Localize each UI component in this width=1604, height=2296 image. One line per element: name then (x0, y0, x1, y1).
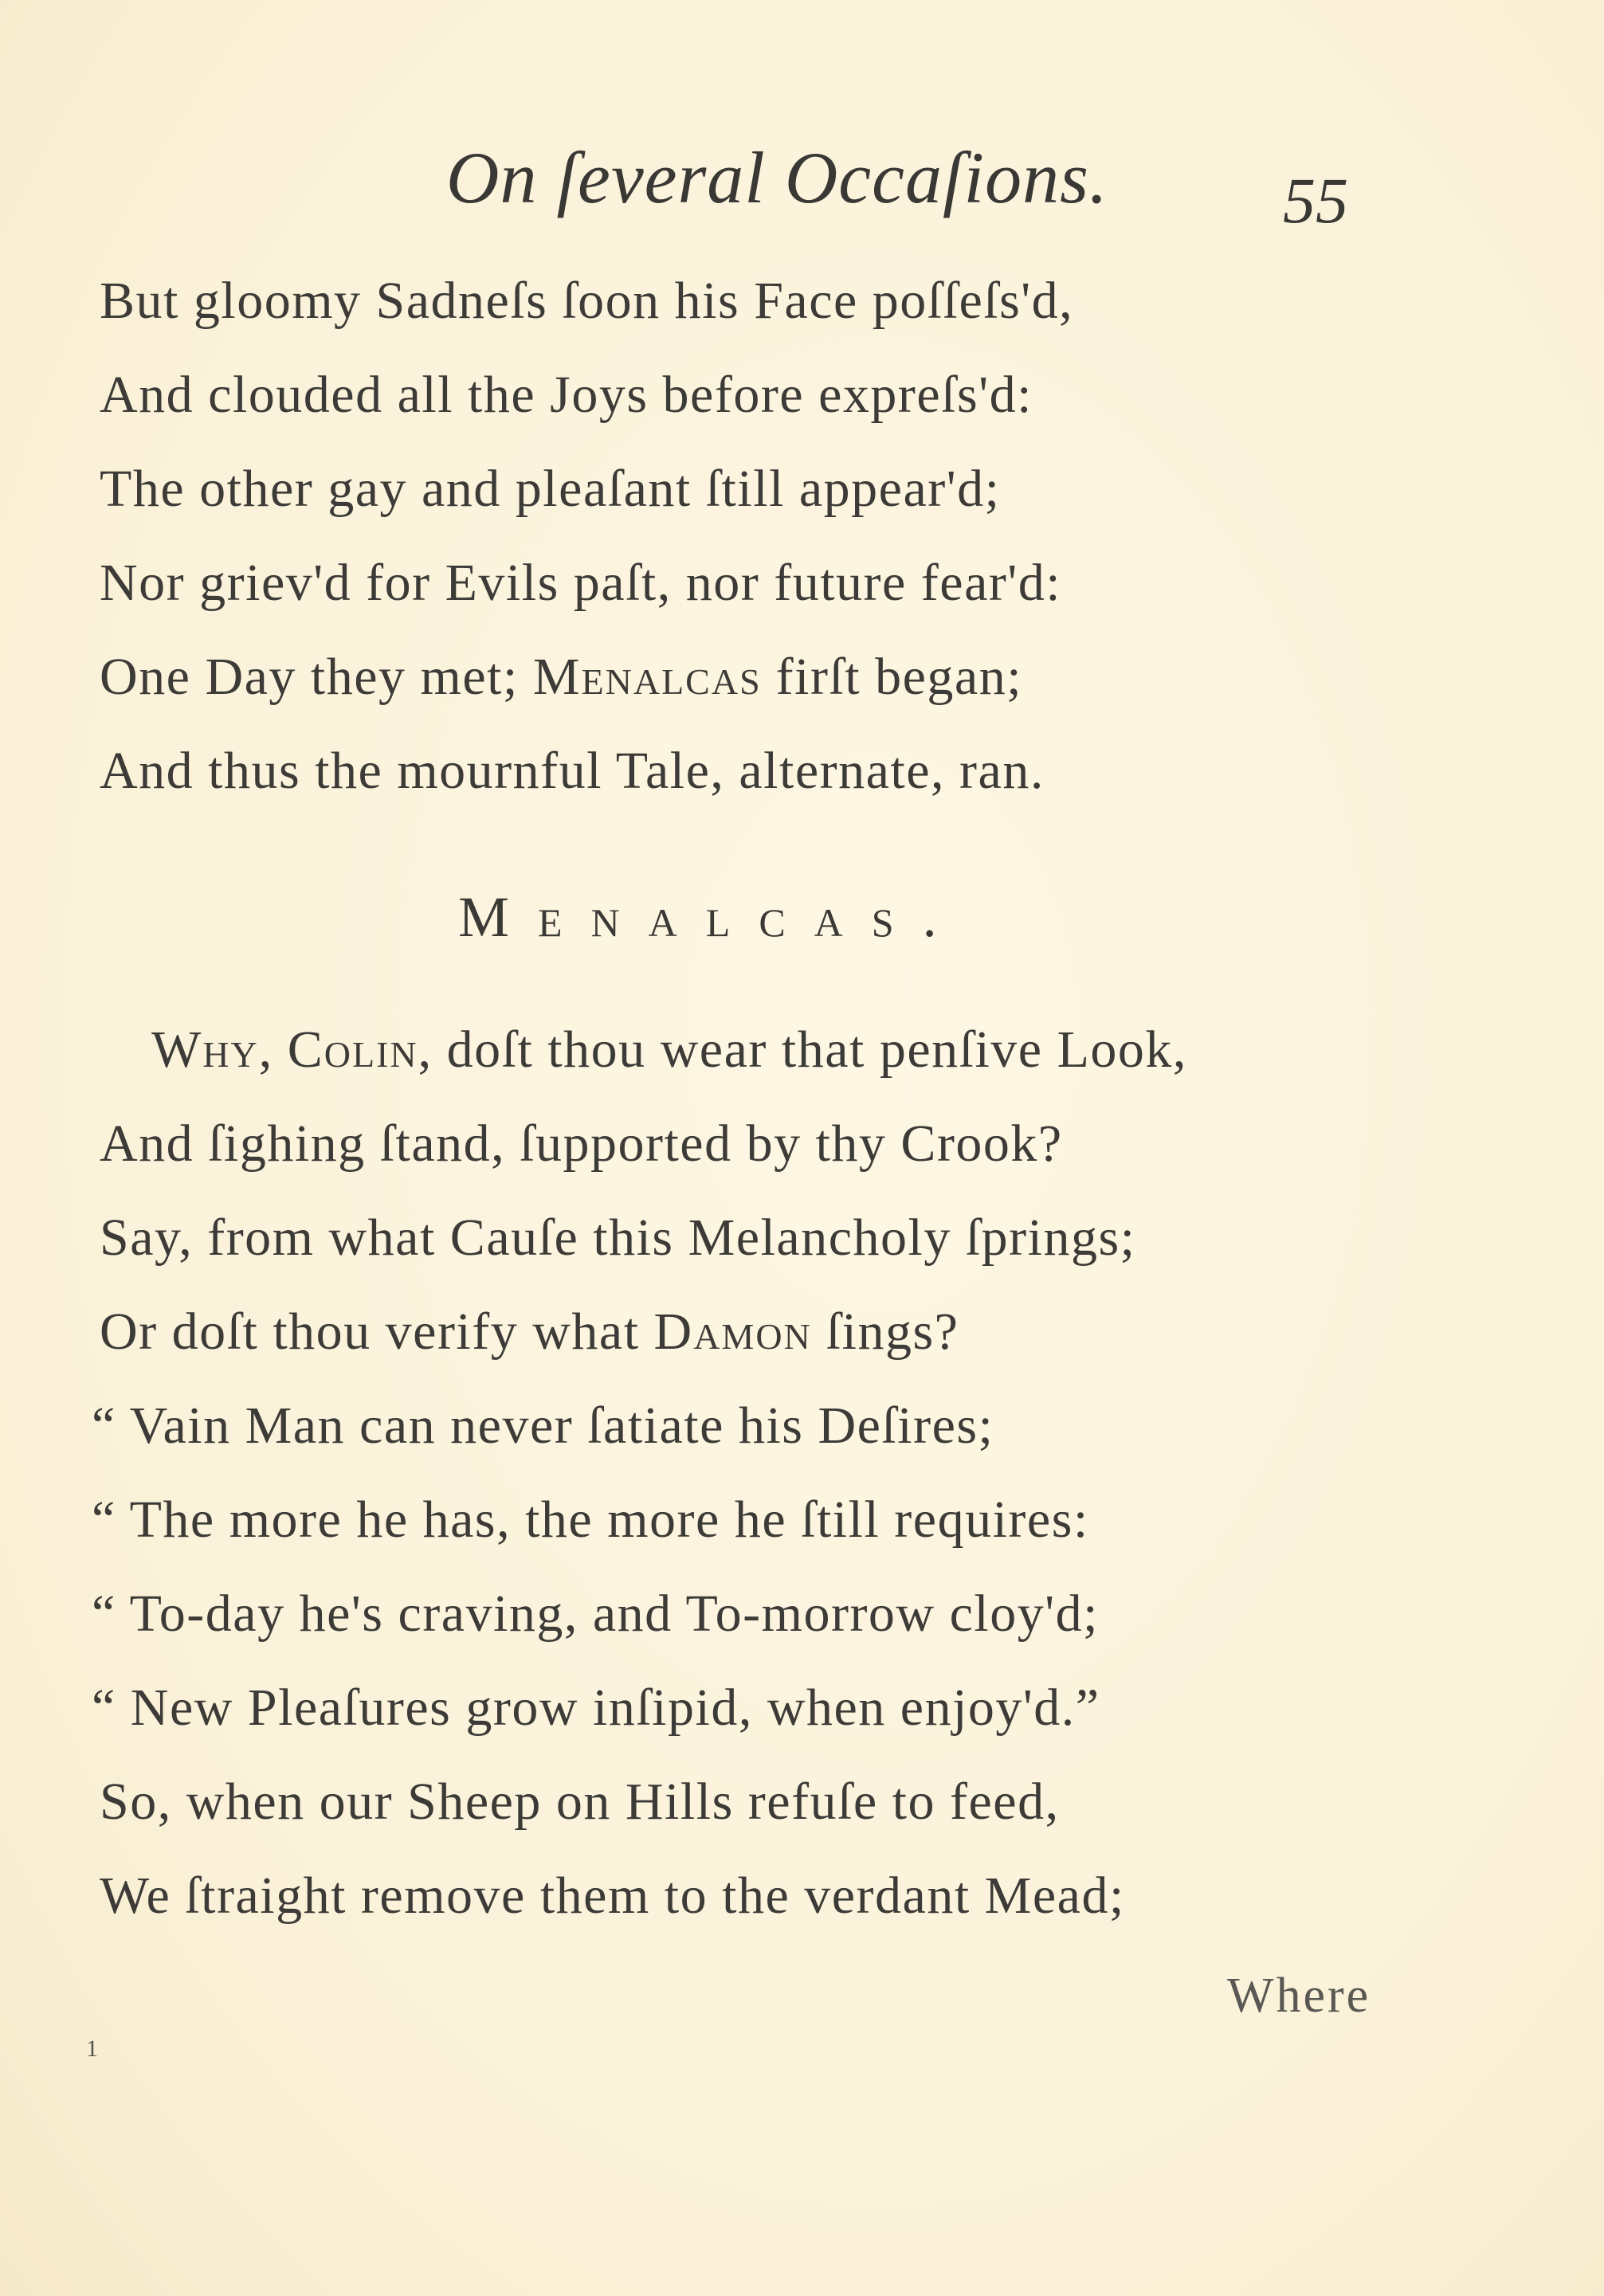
running-title: On ſeveral Occaſions. (446, 137, 1108, 218)
quoted-line: “ New Pleaſures grow inſipid, when enjoy'd.” (92, 1679, 1100, 1737)
catchword: Where (1227, 1969, 1371, 2023)
verse-line: Say, from what Cauſe this Melancholy ſprings; (100, 1209, 1136, 1267)
verse-line: The other gay and pleaſant ſtill appear'd; (100, 460, 1001, 518)
quoted-line: “ To-day he's craving, and To-morrow cloy'd; (92, 1585, 1099, 1643)
verse-text: , doſt thou wear that penſive Look, (418, 1021, 1187, 1079)
verse-line: And clouded all the Joys before expreſs'd: (100, 366, 1033, 424)
verse-line: But gloomy Sadneſs ſoon his Face poſſeſs'd, (100, 272, 1074, 330)
verse-text: One Day they met; (100, 648, 533, 706)
character-name: Menalcas (532, 648, 762, 706)
verse-line: Nor griev'd for Evils paſt, nor future fear'd: (100, 554, 1062, 612)
verse-text: Or doſt thou verify what (100, 1303, 654, 1361)
verse-text: ſings? (811, 1303, 959, 1361)
character-name: Colin (287, 1021, 418, 1079)
verse-line: And thus the mournful Tale, alternate, ran. (100, 742, 1045, 800)
verse-line: So, when our Sheep on Hills refuſe to feed, (100, 1773, 1060, 1831)
verse-text: , (258, 1021, 288, 1079)
verse-line (151, 1020, 1187, 1080)
verse-line (100, 1302, 959, 1362)
verse-line: And ſighing ſtand, ſupported by thy Crook? (100, 1115, 1063, 1173)
verse-text: firſt began; (761, 648, 1023, 706)
page-number: 55 (1283, 164, 1348, 237)
signature-mark: 1 (86, 2035, 98, 2062)
verse-line: We ſtraight remove them to the verdant Mead; (100, 1867, 1125, 1925)
verse-line (100, 647, 1022, 707)
quoted-line: “ The more he has, the more he ſtill requires: (92, 1491, 1089, 1549)
verse-text: Why (151, 1021, 259, 1079)
speaker-heading: Menalcas. (458, 885, 966, 949)
quoted-line: “ Vain Man can never ſatiate his Deſires; (92, 1397, 994, 1455)
character-name: Damon (653, 1303, 812, 1361)
